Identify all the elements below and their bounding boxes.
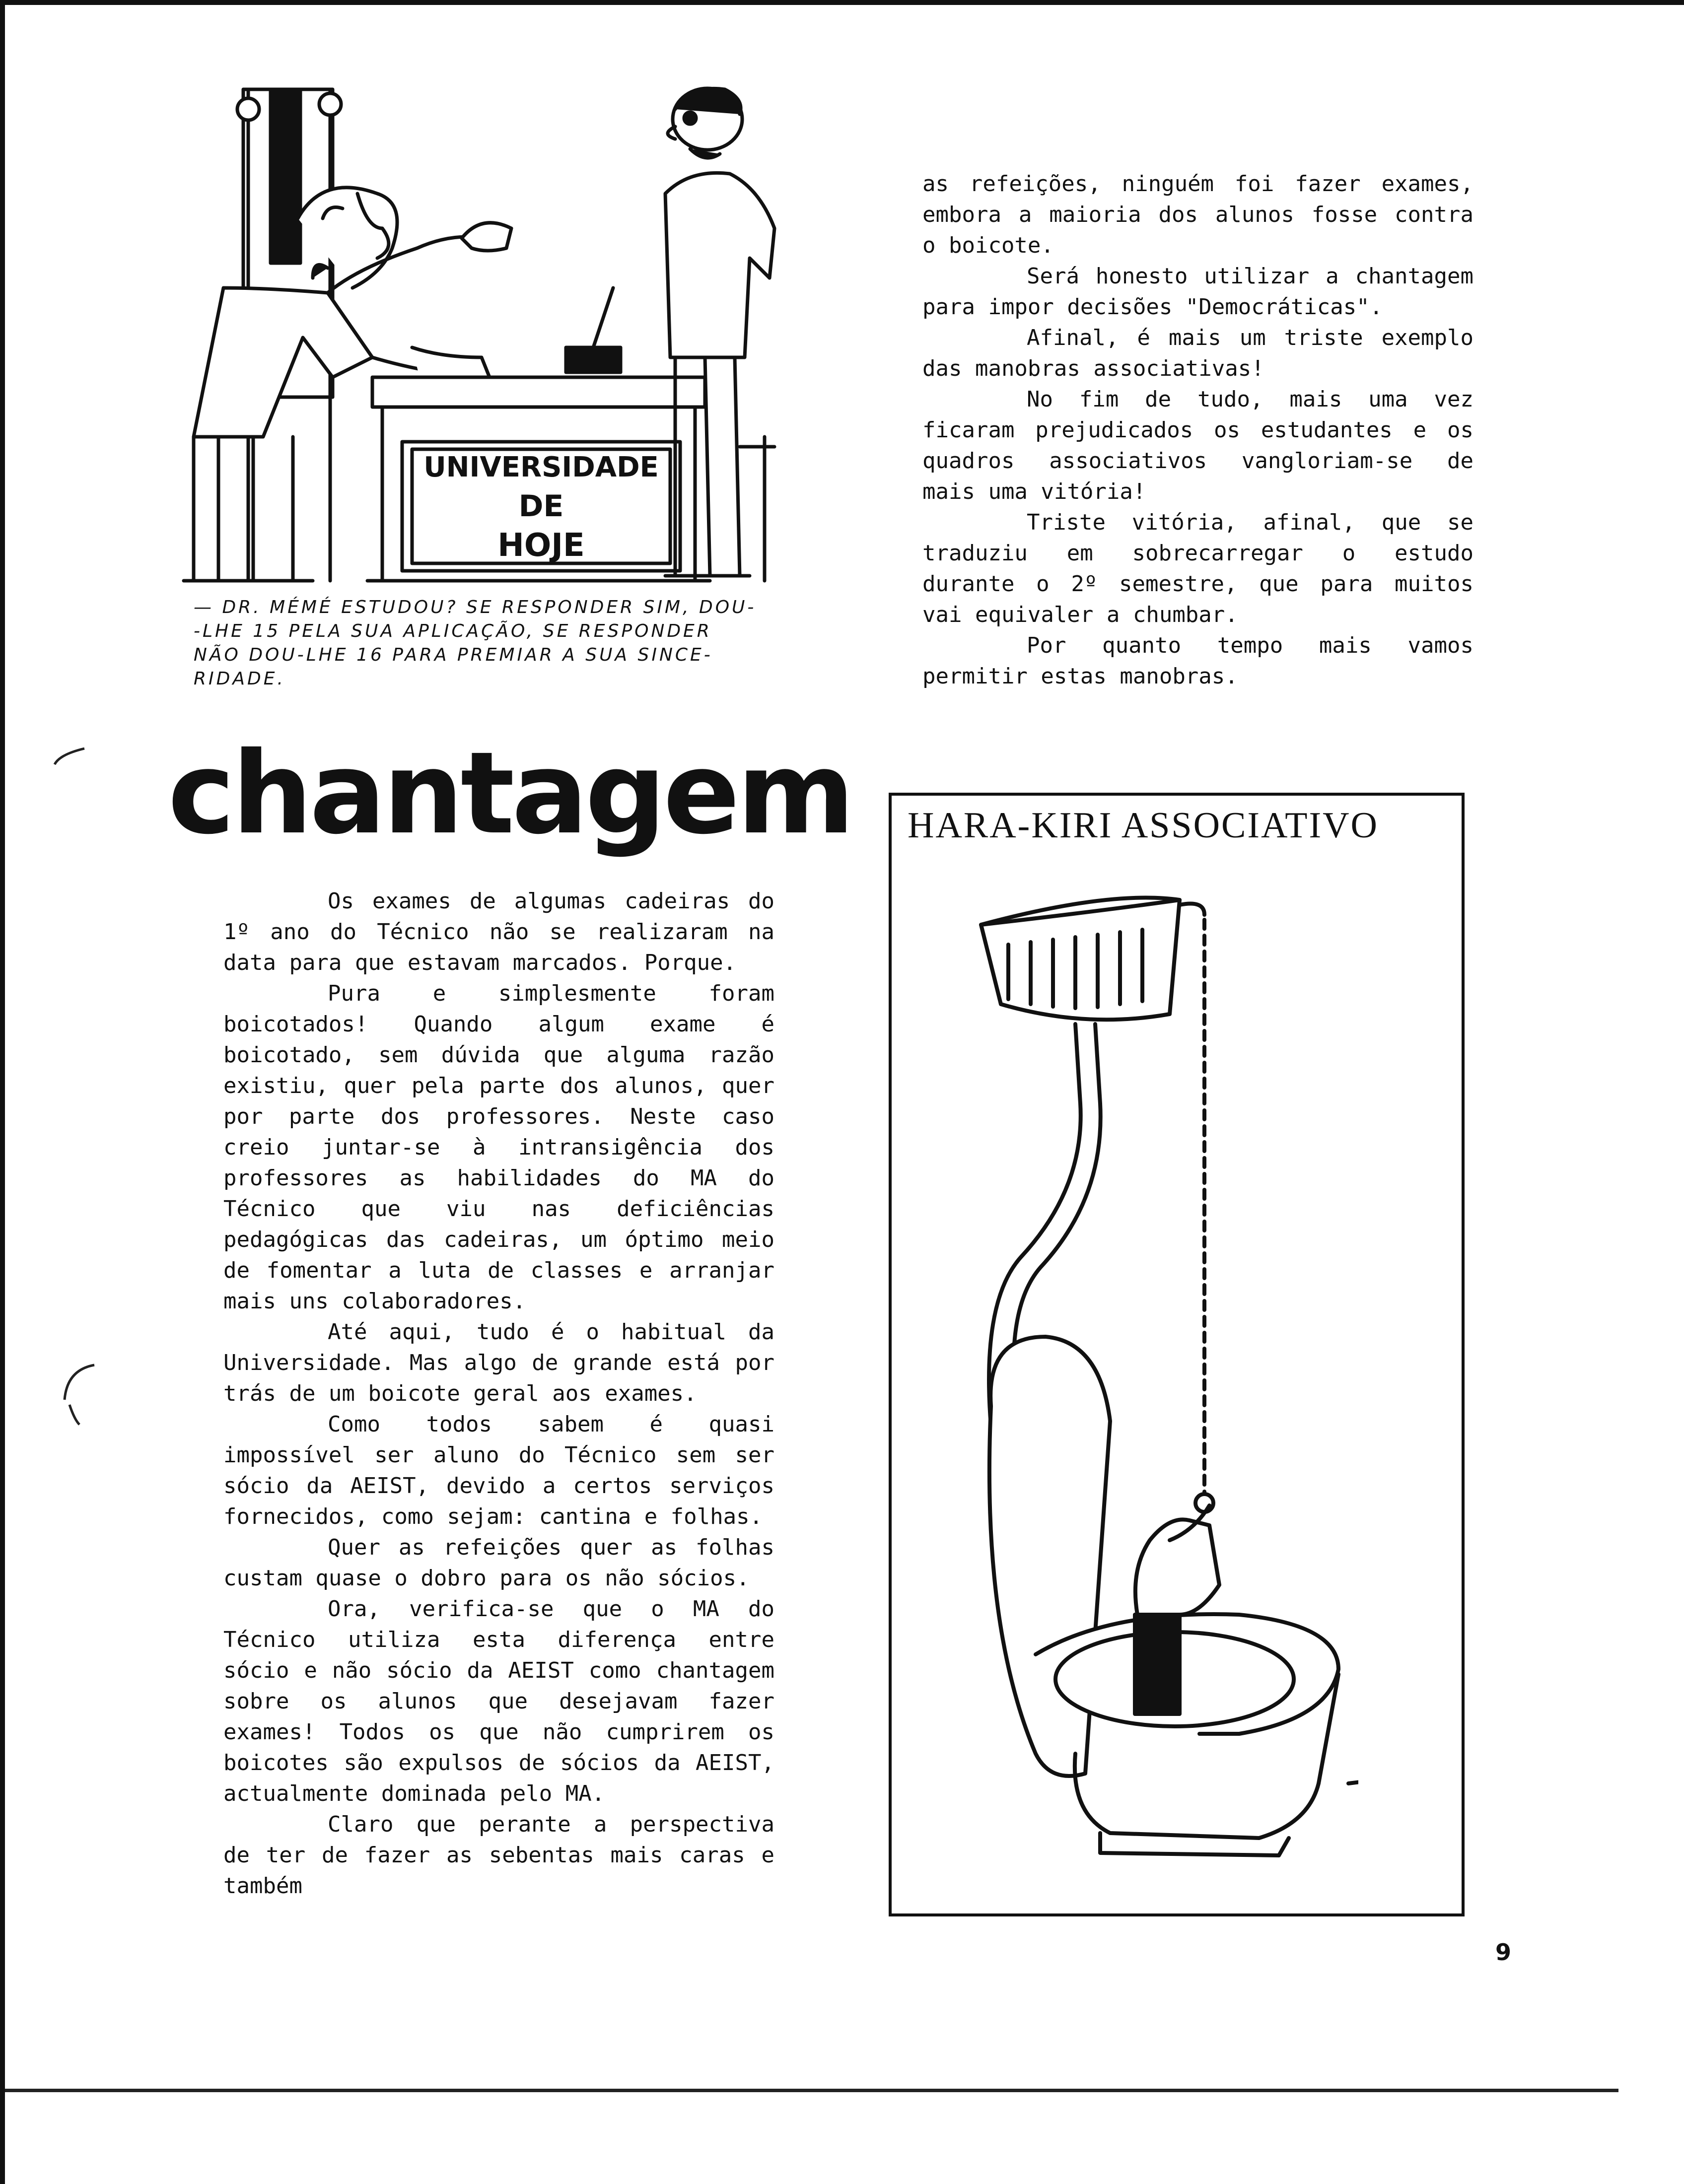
paragraph: Ora, verifica-se que o MA do Técnico utiliza esta diferença entre sócio e não sócio da AEIST como chantagem sobre os alunos que desejavam fazer exames! Todos os que não cumprirem os boicotes são expulsos de sócios da AEIST, actualmente dominada pelo MA. <box>223 1596 774 1806</box>
page-border-left <box>0 0 5 2184</box>
page-number: 9 <box>1495 1939 1512 1966</box>
article-left-column <box>223 886 774 1902</box>
paragraph: Por quanto tempo mais vamos permitir estas manobras. <box>922 633 1474 689</box>
paragraph: No fim de tudo, mais uma vez ficaram prejudicados os estudantes e os quadros associativos vangloriam-se de mais uma vitória! <box>922 387 1474 504</box>
sign-line-2: DE <box>518 489 564 524</box>
paragraph: Será honesto utilizar a chantagem para impor decisões "Democráticas". <box>922 264 1474 320</box>
sign-line-1: UNIVERSIDADE <box>423 451 659 483</box>
hara-kiri-box <box>889 793 1465 1916</box>
article-title: chantagem <box>168 727 852 859</box>
paragraph: Pura e simplesmente foram boicotados! Quando algum exame é boicotado, sem dúvida que alguma razão existiu, quer pela parte dos alunos, quer por parte dos professores. Neste caso creio juntar-se à intransigência dos professores as habilidades do MA do Técnico que viu nas deficiências pedagógicas das cadeiras, um óptimo meio de fomentar a luta de classes e arranjar mais uns colaboradores. <box>223 981 774 1314</box>
caption-line: RIDADE. <box>194 669 285 689</box>
paragraph: Afinal, é mais um triste exemplo das manobras associativas! <box>922 325 1474 381</box>
paragraph: Até aqui, tudo é o habitual da Universidade. Mas algo de grande está por trás de um boicote geral aos exames. <box>223 1319 774 1406</box>
paragraph: as refeições, ninguém foi fazer exames, embora a maioria dos alunos fosse contra o boicote. <box>922 171 1474 258</box>
paragraph: Os exames de algumas cadeiras do 1º ano do Técnico não se realizaram na data para que estavam marcados. Porque. <box>223 888 774 975</box>
page-border-bottom <box>5 2089 1618 2092</box>
cartoon-illustration <box>164 79 809 615</box>
paragraph: Claro que perante a perspectiva de ter de fazer as sebentas mais caras e também <box>223 1812 774 1899</box>
paragraph: Como todos sabem é quasi impossível ser aluno do Técnico sem ser sócio da AEIST, devido a certos serviços fornecidos, como sejam: cantina e folhas. <box>223 1412 774 1529</box>
cartoon-caption <box>194 596 869 691</box>
article-right-column <box>922 169 1474 692</box>
caption-line: -LHE 15 PELA SUA APLICAÇÃO, SE RESPONDER <box>194 621 712 641</box>
sign-line-3: HOJE <box>497 527 585 564</box>
caption-line: NÃO DOU-LHE 16 PARA PREMIAR A SUA SINCE- <box>194 645 713 665</box>
paragraph: Quer as refeições quer as folhas custam quase o dobro para os não sócios. <box>223 1535 774 1591</box>
toilet-illustration <box>961 880 1358 1863</box>
box-title: HARA-KIRI ASSOCIATIVO <box>908 805 1379 846</box>
page-border-top <box>0 0 1684 5</box>
scan-marks <box>40 725 109 1439</box>
paragraph: Triste vitória, afinal, que se traduziu em sobrecarregar o estudo durante o 2º semestre, que para muitos vai equivaler a chumbar. <box>922 510 1474 627</box>
caption-line: — DR. MÉMÉ ESTUDOU? SE RESPONDER SIM, DOU- <box>194 597 757 617</box>
